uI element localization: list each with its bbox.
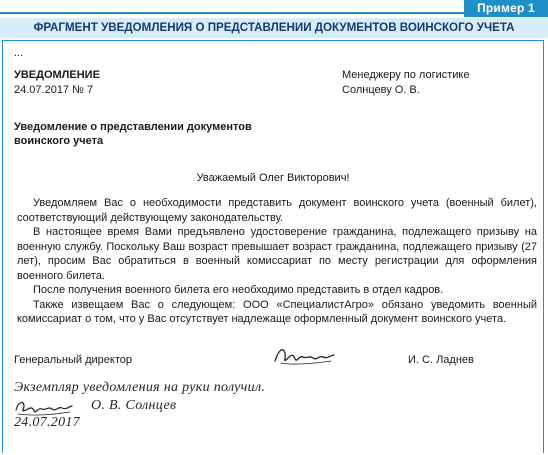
salutation: Уважаемый Олег Викторович! xyxy=(196,172,350,184)
doc-type: УВЕДОМЛЕНИЕ xyxy=(14,69,100,81)
document-frame xyxy=(2,40,544,453)
banner-title: ФРАГМЕНТ УВЕДОМЛЕНИЯ О ПРЕДСТАВЛЕНИИ ДОКУМЕНТОВ ВОИНСКОГО УЧЕТА xyxy=(0,18,548,38)
ellipsis: ... xyxy=(14,47,24,59)
example-tab: Пример 1 xyxy=(464,0,548,17)
paragraph-4: Также извещаем Вас о следующем: ООО «СпециалистАгро» обязано уведомить военный комиссариат о том, что у Вас отсутствует надлежаще оформленный документ воинского учета. xyxy=(17,298,537,325)
doc-date-number: 24.07.2017 № 7 xyxy=(14,84,94,96)
director-signature xyxy=(271,343,341,369)
signer-position: Генеральный директор xyxy=(14,354,132,366)
subject-line2: воинского учета xyxy=(14,135,104,147)
subject-line1: Уведомление о представлении документов xyxy=(14,121,252,133)
paragraph-3: После получения военного билета его необходимо представить в отдел кадров. xyxy=(33,284,444,296)
signer-name: И. С. Ладнев xyxy=(408,354,474,366)
acknowledgement-date: 24.07.2017 xyxy=(14,415,80,430)
recipient-line2: Солнцеву О. В. xyxy=(342,84,420,96)
acknowledgement-name: О. В. Солнцев xyxy=(91,398,177,413)
letter-body xyxy=(17,196,537,327)
recipient-line1: Менеджеру по логистике xyxy=(342,69,470,81)
paragraph-2: В настоящее время Вами предъявлено удостоверение гражданина, подлежащего призыву на военную службу. Поскольку Ваш возраст превышает возраст гражданина, подлежащего призыву (27 лет), просим Вас обратиться в военный комиссариат по месту регистрации для оформления военного билета. xyxy=(17,226,537,282)
acknowledgement-text: Экземпляр уведомления на руки получил. xyxy=(14,380,266,395)
paragraph-1: Уведомляем Вас о необходимости представить документ воинского учета (военный билет), соответствующий действующему законодательству. xyxy=(17,197,537,224)
